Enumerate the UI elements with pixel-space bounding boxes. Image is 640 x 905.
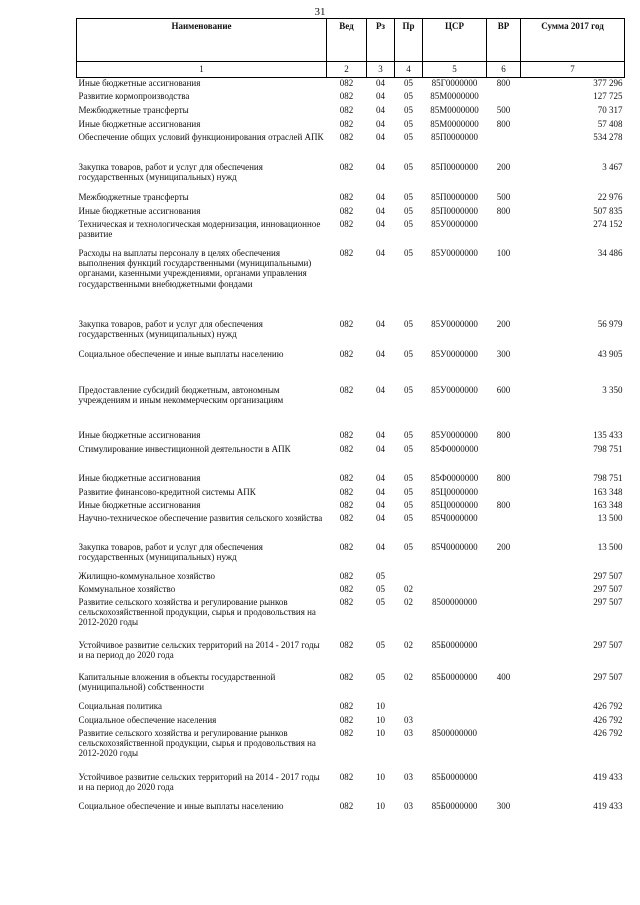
- cell-vr: 500: [496, 191, 511, 202]
- cell-name: Расходы на выплаты персоналу в целях обеспечения выполнения функций государственными (муниципальными) органами, казенными учреждениями, органами управления государственными внебюджетными фондами: [78, 247, 312, 289]
- cell-sum: 426 792: [593, 727, 623, 738]
- cell-name: Социальное обеспечение и иные выплаты населению: [78, 800, 284, 811]
- header-row: [77, 19, 625, 62]
- cell-csr: 85Б0000000: [431, 771, 478, 782]
- cell-rz: 04: [376, 118, 385, 129]
- cell-rz: 10: [376, 771, 385, 782]
- table-body: [77, 78, 625, 815]
- cell-name: Жилищно-коммунальное хозяйство: [78, 570, 216, 581]
- cell-name: Иные бюджетные ассигнования: [78, 78, 201, 88]
- table-row: [77, 192, 625, 206]
- cell-ved: 082: [339, 90, 354, 101]
- cell-vr: [487, 571, 521, 584]
- cell-pr: 02: [404, 671, 413, 682]
- cell-rz: 05: [376, 639, 385, 650]
- cell-pr: 03: [404, 714, 413, 725]
- cell-vr: [487, 219, 521, 248]
- page-number: 31: [314, 6, 326, 18]
- cell-ved: 082: [339, 161, 354, 172]
- table-row: [77, 715, 625, 728]
- cell-pr: 02: [404, 639, 413, 650]
- cell-csr: 85Г0000000: [431, 78, 478, 88]
- cell-csr: 85Б0000000: [431, 639, 478, 650]
- table-row: [77, 385, 625, 430]
- cell-csr: [423, 701, 487, 715]
- table-row: [77, 542, 625, 571]
- cell-pr: 05: [404, 247, 413, 258]
- cell-pr: 03: [404, 800, 413, 811]
- table-row: [77, 132, 625, 162]
- cell-name: Развитие финансово-кредитной системы АПК: [78, 486, 256, 497]
- cell-vr: [487, 728, 521, 772]
- cell-name: Предоставление субсидий бюджетным, автономным учреждениям и иным некоммерческим организациям: [78, 384, 284, 405]
- cell-name: Закупка товаров, работ и услуг для обеспечения государственных (муниципальных) нужд: [78, 161, 263, 182]
- cell-sum: 22 976: [597, 191, 623, 202]
- column-number: 5: [423, 62, 487, 78]
- table-row: [77, 119, 625, 132]
- cell-csr: 85У0000000: [431, 218, 478, 229]
- cell-vr: [487, 132, 521, 162]
- cell-sum: 135 433: [593, 429, 623, 440]
- table-row: [77, 206, 625, 219]
- cell-name: Закупка товаров, работ и услуг для обеспечения государственных (муниципальных) нужд: [78, 318, 263, 339]
- cell-ved: 082: [339, 700, 354, 711]
- cell-vr: 200: [496, 541, 511, 552]
- cell-rz: 04: [376, 205, 385, 216]
- cell-pr: 02: [404, 583, 413, 594]
- cell-ved: 082: [339, 512, 354, 523]
- cell-vr: 200: [496, 318, 511, 329]
- cell-csr: 85Ц0000000: [431, 499, 478, 510]
- cell-csr: [423, 715, 487, 728]
- cell-ved: 082: [339, 714, 354, 725]
- cell-sum: 534 278: [593, 131, 623, 142]
- cell-name: Развитие сельского хозяйства и регулирование рынков сельскохозяйственной продукции, сырья и продовольствия на 2012-2020 годы: [78, 727, 316, 759]
- cell-rz: 04: [376, 499, 385, 510]
- table-row: [77, 640, 625, 672]
- table-row: [77, 162, 625, 192]
- cell-csr: 85У0000000: [431, 247, 478, 258]
- cell-rz: 04: [376, 348, 385, 359]
- cell-ved: 082: [339, 596, 354, 607]
- column-number: 2: [327, 62, 367, 78]
- cell-csr: 85П0000000: [431, 131, 478, 142]
- cell-vr: 300: [496, 800, 511, 811]
- cell-rz: 04: [376, 512, 385, 523]
- cell-pr: 05: [404, 78, 413, 88]
- table-row: [77, 772, 625, 801]
- cell-rz: 04: [376, 90, 385, 101]
- cell-ved: 082: [339, 131, 354, 142]
- column-number: 1: [77, 62, 327, 78]
- cell-sum: 419 433: [593, 771, 623, 782]
- cell-rz: 04: [376, 131, 385, 142]
- cell-vr: [487, 701, 521, 715]
- cell-ved: 082: [339, 727, 354, 738]
- table-row: [77, 728, 625, 772]
- cell-rz: 04: [376, 78, 385, 88]
- cell-pr: 05: [404, 90, 413, 101]
- cell-pr: 05: [404, 472, 413, 483]
- cell-pr: 05: [404, 486, 413, 497]
- cell-csr: 85Б0000000: [431, 800, 478, 811]
- cell-sum: 70 317: [597, 104, 623, 115]
- cell-csr: 85Б0000000: [431, 671, 478, 682]
- table-row: [77, 487, 625, 500]
- cell-pr: 05: [404, 443, 413, 454]
- cell-sum: 3 467: [602, 161, 623, 172]
- cell-vr: [487, 715, 521, 728]
- cell-vr: 800: [496, 205, 511, 216]
- cell-vr: [487, 91, 521, 105]
- cell-sum: 43 905: [597, 348, 623, 359]
- cell-sum: 3 350: [602, 384, 623, 395]
- table-row: [77, 597, 625, 640]
- cell-pr: 05: [404, 205, 413, 216]
- cell-sum: 127 725: [593, 90, 623, 101]
- cell-name: Социальное обеспечение и иные выплаты населению: [78, 348, 284, 359]
- table-row: [77, 248, 625, 319]
- cell-vr: 800: [496, 78, 511, 88]
- cell-pr: [395, 571, 423, 584]
- header-rz: Рз: [367, 19, 395, 62]
- column-number: 7: [521, 62, 625, 78]
- cell-ved: 082: [339, 191, 354, 202]
- cell-name: Иные бюджетные ассигнования: [78, 472, 201, 483]
- cell-ved: 082: [339, 78, 354, 88]
- cell-ved: 082: [339, 205, 354, 216]
- table-row: [77, 349, 625, 385]
- cell-ved: 082: [339, 118, 354, 129]
- table-row: [77, 672, 625, 701]
- cell-pr: 05: [404, 512, 413, 523]
- cell-name: Устойчивое развитие сельских территорий на 2014 - 2017 годы и на период до 2020 года: [78, 771, 320, 792]
- cell-csr: 85П0000000: [431, 205, 478, 216]
- cell-ved: 082: [339, 348, 354, 359]
- cell-sum: 13 500: [597, 541, 623, 552]
- cell-ved: 082: [339, 218, 354, 229]
- cell-pr: 05: [404, 161, 413, 172]
- cell-vr: 800: [496, 118, 511, 129]
- cell-csr: 85Ц0000000: [431, 486, 478, 497]
- cell-pr: 05: [404, 318, 413, 329]
- cell-csr: 8500000000: [432, 596, 477, 607]
- cell-vr: [487, 513, 521, 542]
- cell-ved: 082: [339, 384, 354, 395]
- cell-name: Иные бюджетные ассигнования: [78, 118, 201, 129]
- cell-sum: 56 979: [597, 318, 623, 329]
- cell-csr: 85Ч0000000: [431, 512, 478, 523]
- cell-vr: 300: [496, 348, 511, 359]
- cell-rz: 05: [376, 583, 385, 594]
- cell-csr: [423, 571, 487, 584]
- cell-vr: 100: [496, 247, 511, 258]
- cell-sum: 274 152: [593, 218, 623, 229]
- cell-csr: 85М0000000: [430, 104, 479, 115]
- cell-rz: 10: [376, 700, 385, 711]
- table-row: [77, 513, 625, 542]
- cell-ved: 082: [339, 318, 354, 329]
- cell-vr: [487, 597, 521, 640]
- cell-vr: 800: [496, 472, 511, 483]
- cell-ved: 082: [339, 570, 354, 581]
- table-row: [77, 444, 625, 473]
- table-row: [77, 319, 625, 349]
- cell-vr: 400: [496, 671, 511, 682]
- cell-pr: 03: [404, 727, 413, 738]
- cell-pr: 05: [404, 499, 413, 510]
- cell-ved: 082: [339, 429, 354, 440]
- cell-csr: 85У0000000: [431, 429, 478, 440]
- table-row: [77, 473, 625, 487]
- header-csr: ЦСР: [423, 19, 487, 62]
- cell-rz: 05: [376, 570, 385, 581]
- header-sum: Сумма 2017 год: [521, 19, 625, 62]
- cell-ved: 082: [339, 472, 354, 483]
- cell-ved: 082: [339, 583, 354, 594]
- cell-csr: 85М0000000: [430, 90, 479, 101]
- cell-csr: 85Ч0000000: [431, 541, 478, 552]
- cell-pr: 05: [404, 191, 413, 202]
- column-number: 6: [487, 62, 521, 78]
- cell-vr: 600: [496, 384, 511, 395]
- cell-sum: 34 486: [597, 247, 623, 258]
- cell-csr: 85Ф0000000: [430, 443, 479, 454]
- table-row: [77, 584, 625, 597]
- cell-pr: 05: [404, 118, 413, 129]
- cell-rz: 04: [376, 472, 385, 483]
- cell-name: Научно-техническое обеспечение развития сельского хозяйства: [78, 512, 323, 523]
- cell-name: Развитие сельского хозяйства и регулирование рынков сельскохозяйственной продукции, сырья и продовольствия на 2012-2020 годы: [78, 596, 316, 628]
- cell-sum: 377 296: [593, 78, 623, 88]
- cell-csr: 85У0000000: [431, 348, 478, 359]
- cell-sum: 426 792: [593, 700, 623, 711]
- cell-rz: 04: [376, 318, 385, 329]
- cell-sum: 57 408: [597, 118, 623, 129]
- cell-sum: 507 835: [593, 205, 623, 216]
- cell-pr: 05: [404, 131, 413, 142]
- column-number-row: [77, 62, 625, 78]
- header-pr: Пр: [395, 19, 423, 62]
- cell-rz: 05: [376, 596, 385, 607]
- cell-sum: 426 792: [593, 714, 623, 725]
- cell-pr: 05: [404, 348, 413, 359]
- cell-rz: 04: [376, 218, 385, 229]
- cell-name: Закупка товаров, работ и услуг для обеспечения государственных (муниципальных) нужд: [78, 541, 263, 562]
- cell-name: Межбюджетные трансферты: [78, 191, 189, 202]
- cell-pr: [395, 701, 423, 715]
- table-row: [77, 219, 625, 248]
- cell-sum: 297 507: [593, 639, 623, 650]
- cell-rz: 04: [376, 247, 385, 258]
- cell-csr: 8500000000: [432, 727, 477, 738]
- cell-ved: 082: [339, 541, 354, 552]
- header-name: Наименование: [77, 19, 327, 62]
- cell-sum: 297 507: [593, 570, 623, 581]
- header-vr: ВР: [487, 19, 521, 62]
- cell-name: Обеспечение общих условий функционирования отраслей АПК: [78, 131, 324, 142]
- cell-rz: 04: [376, 541, 385, 552]
- header-ved: Вед: [327, 19, 367, 62]
- column-number: 3: [367, 62, 395, 78]
- cell-rz: 05: [376, 671, 385, 682]
- cell-pr: 05: [404, 429, 413, 440]
- cell-name: Стимулирование инвестиционной деятельности в АПК: [78, 443, 291, 454]
- cell-vr: 800: [496, 429, 511, 440]
- cell-vr: 500: [496, 104, 511, 115]
- cell-rz: 04: [376, 191, 385, 202]
- cell-ved: 082: [339, 800, 354, 811]
- cell-vr: 800: [496, 499, 511, 510]
- table-row: [77, 91, 625, 105]
- cell-rz: 04: [376, 384, 385, 395]
- cell-name: Иные бюджетные ассигнования: [78, 429, 201, 440]
- cell-sum: 163 348: [593, 499, 623, 510]
- cell-ved: 082: [339, 247, 354, 258]
- table-row: [77, 430, 625, 444]
- cell-rz: 10: [376, 714, 385, 725]
- table-row: [77, 571, 625, 584]
- cell-name: Социальное обеспечение населения: [78, 714, 217, 725]
- cell-name: Техническая и технологическая модернизация, инновационное развитие: [78, 218, 321, 239]
- cell-ved: 082: [339, 639, 354, 650]
- cell-vr: 200: [496, 161, 511, 172]
- cell-vr: [487, 444, 521, 473]
- cell-vr: [487, 487, 521, 500]
- cell-ved: 082: [339, 486, 354, 497]
- cell-name: Устойчивое развитие сельских территорий на 2014 - 2017 годы и на период до 2020 года: [78, 639, 320, 660]
- table-row: [77, 78, 625, 91]
- cell-sum: 798 751: [593, 443, 623, 454]
- column-number: 4: [395, 62, 423, 78]
- cell-name: Коммунальное хозяйство: [78, 583, 176, 594]
- cell-csr: 85П0000000: [431, 191, 478, 202]
- cell-csr: [423, 584, 487, 597]
- cell-vr: [487, 772, 521, 801]
- cell-csr: 85П0000000: [431, 161, 478, 172]
- cell-pr: 03: [404, 771, 413, 782]
- cell-name: Иные бюджетные ассигнования: [78, 499, 201, 510]
- cell-sum: 419 433: [593, 800, 623, 811]
- cell-rz: 10: [376, 800, 385, 811]
- cell-rz: 04: [376, 429, 385, 440]
- cell-vr: [487, 584, 521, 597]
- cell-sum: 13 500: [597, 512, 623, 523]
- cell-rz: 04: [376, 104, 385, 115]
- cell-name: Социальная политика: [78, 700, 162, 711]
- cell-name: Капитальные вложения в объекты государственной (муниципальной) собственности: [78, 671, 276, 692]
- cell-ved: 082: [339, 443, 354, 454]
- cell-pr: 05: [404, 541, 413, 552]
- cell-vr: [487, 640, 521, 672]
- table-row: [77, 500, 625, 513]
- cell-rz: 04: [376, 486, 385, 497]
- cell-sum: 798 751: [593, 472, 623, 483]
- cell-name: Межбюджетные трансферты: [78, 104, 189, 115]
- cell-rz: 04: [376, 443, 385, 454]
- cell-sum: 163 348: [593, 486, 623, 497]
- table-row: [77, 105, 625, 119]
- cell-sum: 297 507: [593, 671, 623, 682]
- cell-ved: 082: [339, 771, 354, 782]
- table-row: [77, 701, 625, 715]
- cell-ved: 082: [339, 499, 354, 510]
- cell-pr: 05: [404, 104, 413, 115]
- cell-name: Развитие кормопроизводства: [78, 90, 190, 101]
- cell-ved: 082: [339, 104, 354, 115]
- cell-sum: 297 507: [593, 583, 623, 594]
- cell-ved: 082: [339, 671, 354, 682]
- cell-pr: 05: [404, 384, 413, 395]
- cell-csr: 85Ф0000000: [430, 472, 479, 483]
- cell-name: Иные бюджетные ассигнования: [78, 205, 201, 216]
- cell-pr: 02: [404, 596, 413, 607]
- cell-pr: 05: [404, 218, 413, 229]
- cell-csr: 85У0000000: [431, 318, 478, 329]
- cell-sum: 297 507: [593, 596, 623, 607]
- budget-table: [76, 18, 625, 815]
- table-row: [77, 801, 625, 815]
- cell-csr: 85М0000000: [430, 118, 479, 129]
- cell-rz: 04: [376, 161, 385, 172]
- cell-rz: 10: [376, 727, 385, 738]
- cell-csr: 85У0000000: [431, 384, 478, 395]
